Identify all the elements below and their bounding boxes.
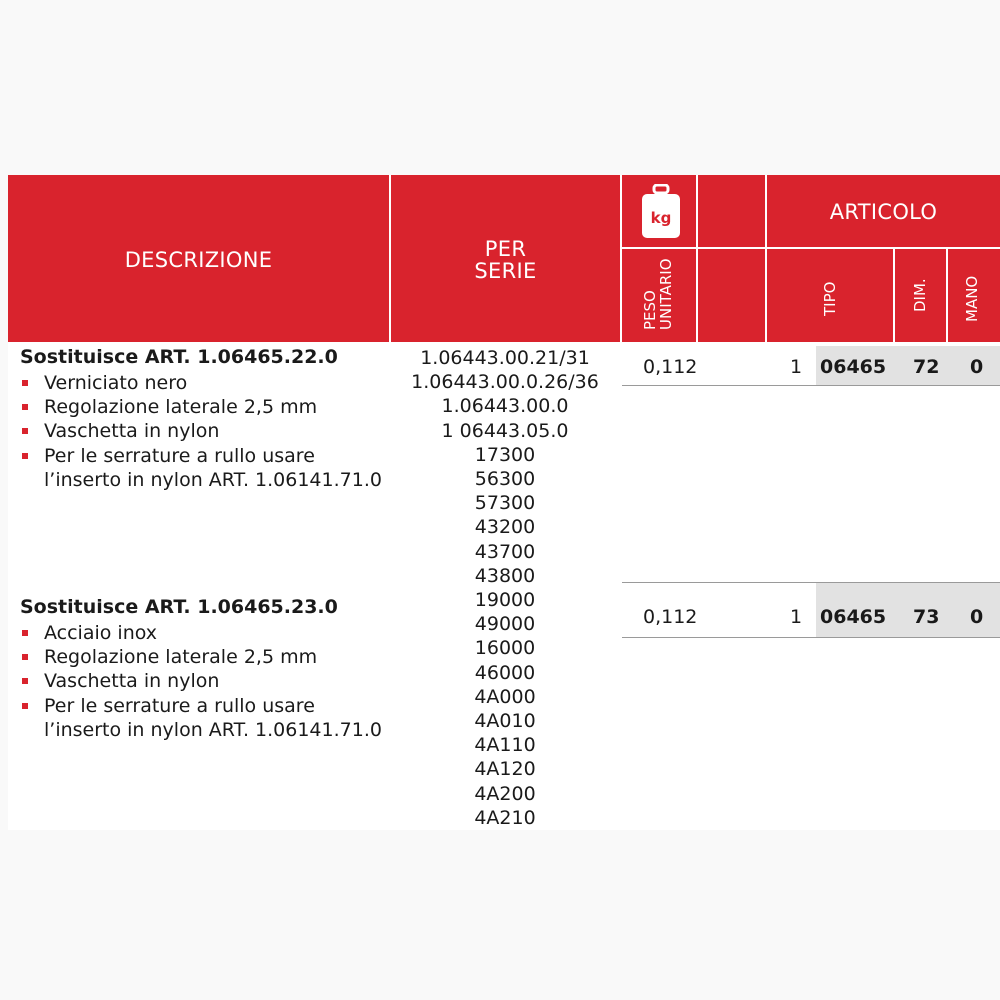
product-1-features bbox=[20, 371, 382, 492]
product-1-title: Sostituisce ART. 1.06465.22.0 bbox=[20, 346, 338, 368]
feature-item-continuation: l’inserto in nylon ART. 1.06141.71.0 bbox=[44, 468, 382, 491]
feature-item: Per le serrature a rullo usare bbox=[20, 694, 382, 718]
header-articolo-label: ARTICOLO bbox=[829, 200, 938, 224]
header-tipo-label: TIPO bbox=[821, 281, 839, 316]
feature-item: Vaschetta in nylon bbox=[20, 669, 382, 693]
feature-item: Per le serrature a rullo usare bbox=[20, 444, 382, 468]
product-1-dim: 72 bbox=[913, 356, 940, 378]
row-bottom-rule bbox=[622, 637, 1000, 638]
product-2-features bbox=[20, 621, 382, 742]
serie-item: 1 06443.05.0 bbox=[441, 419, 569, 442]
serie-item: 43700 bbox=[474, 540, 536, 563]
header-peso-line2: UNITARIO bbox=[657, 258, 675, 330]
serie-item: 16000 bbox=[474, 637, 536, 660]
feature-item: Regolazione laterale 2,5 mm bbox=[20, 395, 382, 419]
feature-item: Vaschetta in nylon bbox=[20, 419, 382, 443]
header-descrizione-label: DESCRIZIONE bbox=[124, 248, 273, 272]
feature-item-continuation: l’inserto in nylon ART. 1.06141.71.0 bbox=[44, 718, 382, 741]
kg-weight-icon-label: kg bbox=[650, 209, 672, 227]
kg-weight-icon bbox=[641, 184, 681, 239]
product-1-mano: 0 bbox=[970, 356, 984, 378]
product-1-data-row bbox=[622, 346, 1000, 386]
header-qty-cell bbox=[698, 249, 765, 342]
serie-item: 1.06443.00.21/31 bbox=[420, 347, 590, 369]
header-dim-label: DIM. bbox=[911, 278, 929, 312]
product-1-qty: 1 bbox=[790, 356, 803, 378]
serie-item: 57300 bbox=[474, 492, 536, 515]
row-bottom-rule bbox=[622, 385, 1000, 386]
product-1-peso: 0,112 bbox=[643, 356, 698, 378]
serie-item: 43800 bbox=[474, 564, 536, 587]
header-peso-label bbox=[642, 258, 674, 330]
product-2-data-row bbox=[622, 582, 1000, 638]
serie-item: 17300 bbox=[474, 443, 536, 466]
serie-item: 4A200 bbox=[474, 782, 536, 805]
serie-item: 4A210 bbox=[474, 806, 536, 829]
serie-item: 1.06443.00.0 bbox=[441, 395, 569, 418]
header-blank-cell bbox=[698, 175, 765, 247]
product-2-tipo: 06465 bbox=[820, 606, 887, 628]
serie-item: 4A110 bbox=[474, 734, 536, 757]
serie-item: 4A010 bbox=[474, 710, 536, 733]
feature-item: Acciaio inox bbox=[20, 621, 382, 645]
header-per-serie-line1: PER bbox=[484, 237, 527, 261]
serie-item: 49000 bbox=[474, 613, 536, 636]
header-per-serie-label bbox=[391, 238, 620, 282]
serie-item: 4A000 bbox=[474, 685, 536, 708]
product-2-mano: 0 bbox=[970, 606, 984, 628]
product-2-dim: 73 bbox=[913, 606, 940, 628]
serie-item: 1.06443.00.0.26/36 bbox=[411, 371, 599, 394]
header-mano-label: MANO bbox=[963, 275, 981, 322]
serie-item: 56300 bbox=[474, 468, 536, 491]
serie-item: 19000 bbox=[474, 589, 536, 612]
per-serie-list bbox=[390, 346, 620, 830]
feature-item: Regolazione laterale 2,5 mm bbox=[20, 645, 382, 669]
feature-item: Verniciato nero bbox=[20, 371, 382, 395]
product-1-tipo: 06465 bbox=[820, 356, 887, 378]
serie-item: 43200 bbox=[474, 516, 536, 539]
header-peso-line1: PESO bbox=[641, 290, 659, 330]
serie-item: 4A120 bbox=[474, 758, 536, 781]
product-2-title: Sostituisce ART. 1.06465.23.0 bbox=[20, 596, 338, 618]
serie-item: 46000 bbox=[474, 661, 536, 684]
header-per-serie-line2: SERIE bbox=[474, 259, 537, 283]
product-2-peso: 0,112 bbox=[643, 606, 698, 628]
product-2-qty: 1 bbox=[790, 606, 803, 628]
